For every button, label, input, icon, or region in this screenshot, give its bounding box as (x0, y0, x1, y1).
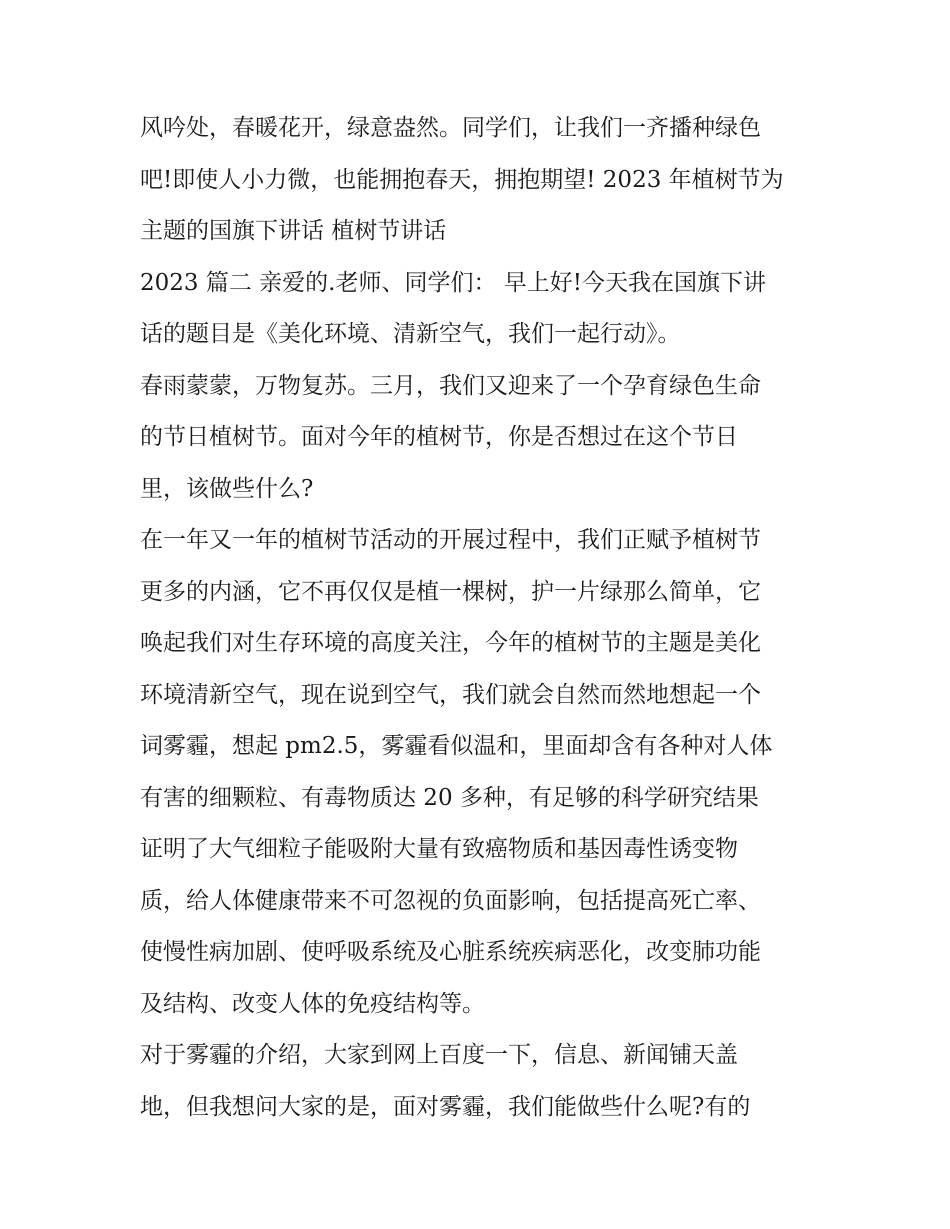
text-line: 2023 篇二 亲爱的.老师、同学们： 早上好!今天我在国旗下讲 (140, 269, 767, 296)
text-line: 的节日植树节。面对今年的植树节，你是否想过在这个节日 (140, 424, 738, 450)
text-line: 及结构、改变人体的免疫结构等。 (140, 990, 485, 1017)
text-line: 对于雾霾的介绍，大家到网上百度一下，信息、新闻铺天盖 (140, 1042, 738, 1068)
text-line: 唤起我们对生存环境的高度关注，今年的植树节的主题是美化 (140, 630, 761, 656)
text-line: 在一年又一年的植树节活动的开展过程中，我们正赋予植树节 (140, 527, 761, 553)
text-line: 主题的国旗下讲话 植树节讲话 (140, 218, 447, 244)
text-line: 词雾霾，想起 pm2.5，雾霾看似温和，里面却含有各种对人体 (140, 733, 773, 759)
text-line: 使慢性病加剧、使呼吸系统及心脏系统疾病恶化，改变肺功能 (140, 939, 761, 965)
text-line: 话的题目是《美化环境、清新空气，我们一起行动》。 (140, 321, 681, 347)
text-line: 更多的内涵，它不再仅仅是植一棵树，护一片绿那么简单，它 (140, 578, 761, 605)
text-line: 环境清新空气，现在说到空气，我们就会自然而然地想起一个 (140, 681, 761, 708)
text-line: 有害的细颗粒、有毒物质达 20 多种，有足够的科学研究结果 (140, 784, 759, 811)
text-line: 风吟处，春暖花开，绿意盎然。同学们，让我们一齐播种绿色 (140, 115, 761, 141)
text-line: 里，该做些什么? (140, 475, 314, 502)
text-line: 质，给人体健康带来不可忽视的负面影响，包括提高死亡率、 (140, 887, 761, 914)
body-text (140, 103, 820, 1133)
text-line: 证明了大气细粒子能吸附大量有致癌物质和基因毒性诱变物 (140, 836, 738, 862)
text-line: 吧!即使人小力微，也能拥抱春天，拥抱期望! 2023 年植树节为 (140, 166, 784, 193)
text-line: 地，但我想问大家的是，面对雾霾，我们能做些什么呢?有的 (140, 1093, 751, 1120)
text-line: 春雨蒙蒙，万物复苏。三月，我们又迎来了一个孕育绿色生命 (140, 372, 761, 399)
